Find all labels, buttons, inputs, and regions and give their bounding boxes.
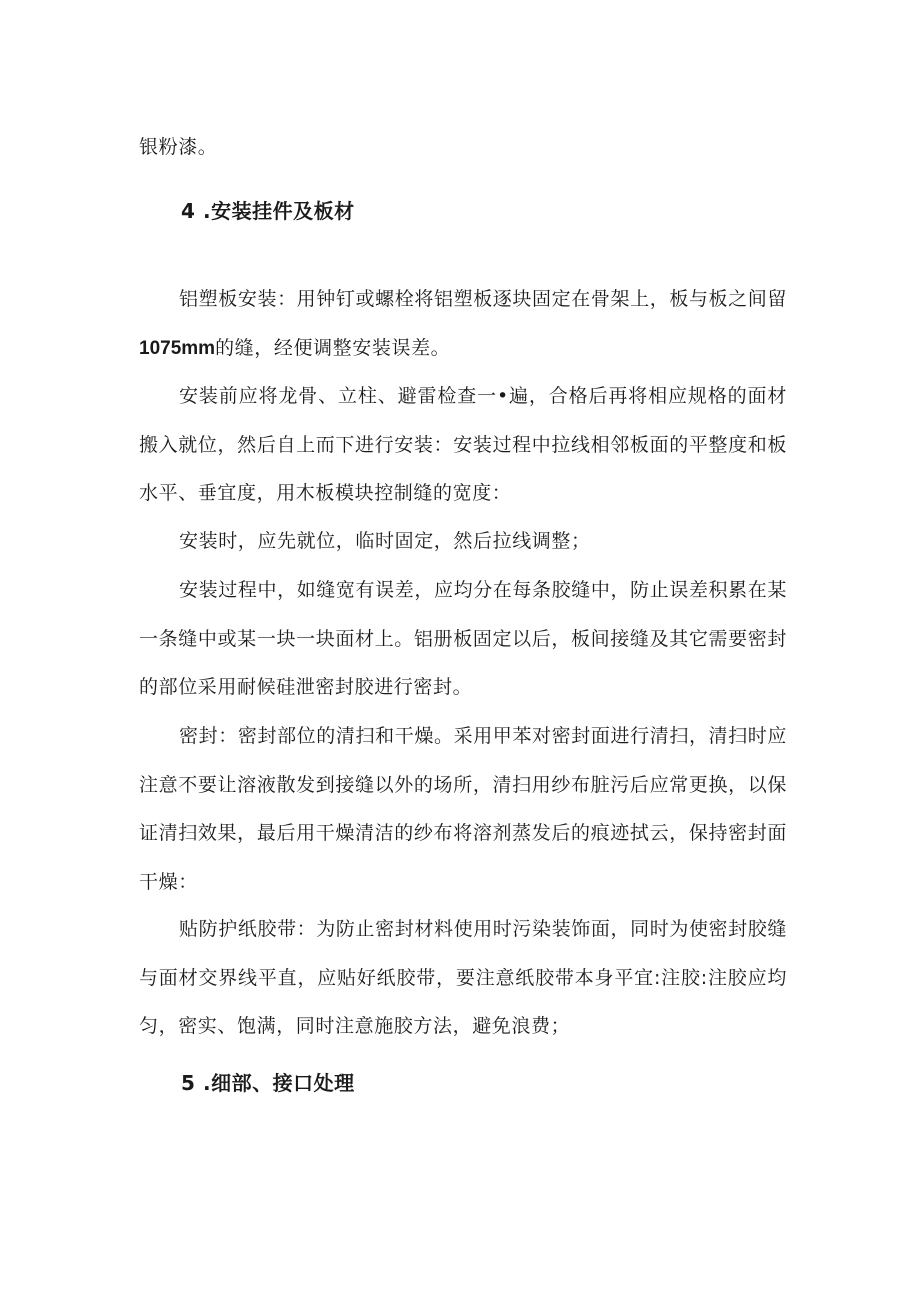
paragraph-sealing: 密封：密封部位的清扫和干燥。采用甲苯对密封面进行清扫，清扫时应注意不要让溶液散发到接缝以外的场所，清扫用纱布脏污后应常更换，以保证清扫效果，最后用干燥清洁的纱布将溶剂蒸发后的痕迹拭云，保持密封面干燥： (139, 725, 787, 893)
continuation-text (139, 123, 787, 172)
p1-prefix: 铝塑板安装：用钟钉或螺栓将铝塑板逐块固定在骨架上，板与板之间留 (179, 288, 787, 310)
section-5-title: .细部、接口处理 (203, 1071, 355, 1095)
p1-measure: 1075mm (139, 337, 216, 359)
p1-suffix: 的缝，经便调整安装误差。 (215, 336, 451, 359)
section-4-number: 4 (181, 199, 196, 223)
paragraph-aluminum-install (139, 275, 787, 373)
section-4-heading (181, 196, 355, 226)
section-5-heading (181, 1068, 355, 1098)
paragraph-gap-error: 安装过程中，如缝宽有误差，应均分在每条胶缝中，防止误差积累在某一条缝中或某一块一块面材上。铝册板固定以后，板间接缝及其它需要密封的部位采用耐候硅泄密封胶进行密封。 (139, 579, 787, 698)
continuation-span: 银粉漆。 (139, 136, 218, 158)
section-4-title: .安装挂件及板材 (203, 199, 355, 223)
paragraph-positioning: 安装时，应先就位，临时固定，然后拉线调整； (179, 530, 591, 552)
section-5-number: 5 (181, 1071, 196, 1095)
paragraph-protective-tape: 贴防护纸胶带：为防止密封材料使用时污染装饰面，同时为使密封胶缝与面材交界线平直，应贴好纸胶带，要注意纸胶带本身平宜:注胶:注胶应均匀，密实、饱满，同时注意施胶方法，避免浪费； (139, 918, 787, 1037)
paragraph-pre-install-check: 安装前应将龙骨、立柱、避雷检查一•遍，合格后再将相应规格的面材搬入就位，然后自上而下进行安装：安装过程中拉线相邻板面的平整度和板水平、垂宜度，用木板模块控制缝的宽度： (139, 385, 787, 504)
